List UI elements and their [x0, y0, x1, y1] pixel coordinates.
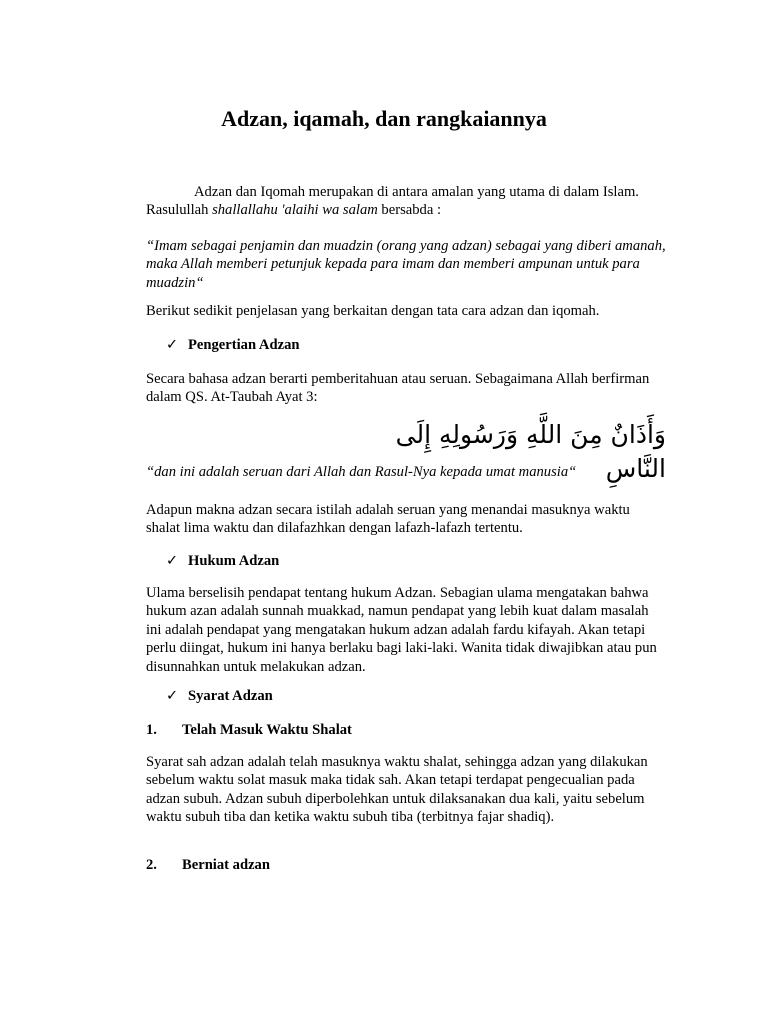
- istilah-paragraph: Adapun makna adzan secara istilah adalah seruan yang menandai masuknya waktu shalat lima waktu dan dilafazhkan dengan lafazh-lafazh tertentu.: [146, 502, 630, 537]
- intro-text-italic: shallallahu 'alaihi wa salam: [212, 202, 378, 219]
- verse-translation: “dan ini adalah seruan dari Allah dan Rasul-Nya kepada umat manusia“: [146, 464, 577, 480]
- heading-pengertian: [166, 336, 299, 354]
- intro-paragraph: [146, 183, 666, 220]
- intro-text-after: bersabda :: [377, 202, 441, 219]
- hukum-paragraph: Ulama berselisih pendapat tentang hukum Adzan. Sebagian ulama mengatakan bahwa hukum azan adalah sunnah muakkad, namun pendapat yang lebih kuat dalam masalah ini adalah pendapat yang mengatakan hukum adzan adalah fardu kifayah. Akan tetapi perlu diingat, hukum ini hanya berlaku bagi laki-laki. Wanita tidak diwajibkan atau pun disunnahkan untuk melakukan adzan.: [146, 585, 657, 675]
- hadith-quote: “Imam sebagai penjamin dan muadzin (orang yang adzan) sebagai yang diberi amanah, maka Allah memberi petunjuk kepada para imam dan memberi ampunan untuk para muadzin“: [146, 238, 666, 291]
- explanation-intro: Berikut sedikit penjelasan yang berkaitan dengan tata cara adzan dan iqomah.: [146, 303, 600, 319]
- pengertian-paragraph: Secara bahasa adzan berarti pemberitahuan atau seruan. Sebagaimana Allah berfirman dalam QS. At-Taubah Ayat 3:: [146, 371, 650, 406]
- syarat-item-2-number: 2.: [146, 857, 157, 873]
- checkmark-icon: ✓: [166, 688, 179, 704]
- heading-pengertian-label: Pengertian Adzan: [188, 337, 300, 353]
- heading-hukum: [166, 552, 279, 570]
- heading-hukum-label: Hukum Adzan: [188, 553, 280, 569]
- document-title: Adzan, iqamah, dan rangkaiannya: [221, 106, 547, 131]
- syarat-item-1-text: Syarat sah adzan adalah telah masuknya waktu shalat, sehingga adzan yang dilakukan sebelum waktu solat masuk maka tidak sah. Akan tetapi terdapat pengecualian pada adzan subuh. Adzan subuh diperbolehkan untuk dilaksanakan dua kali, yaitu sebelum waktu subuh tiba dan ketika waktu subuh tiba (terbitnya fajar shadiq).: [146, 754, 648, 826]
- syarat-item-2-heading: [146, 856, 270, 874]
- syarat-item-1-heading: [146, 721, 352, 739]
- syarat-item-1-title: Telah Masuk Waktu Shalat: [182, 722, 352, 738]
- syarat-item-1-number: 1.: [146, 722, 157, 738]
- checkmark-icon: ✓: [166, 337, 179, 353]
- checkmark-icon: ✓: [166, 553, 179, 569]
- quran-verse-arabic: وَأَذَانٌ مِنَ اللَّهِ وَرَسُولِهِ إِلَى النَّاسِ: [395, 420, 666, 483]
- heading-syarat-label: Syarat Adzan: [188, 688, 273, 704]
- syarat-item-2-title: Berniat adzan: [182, 857, 270, 873]
- heading-syarat: [166, 687, 273, 705]
- intro-text-before: Adzan dan Iqomah merupakan di antara amalan yang utama di dalam Islam. Rasulullah: [146, 184, 639, 219]
